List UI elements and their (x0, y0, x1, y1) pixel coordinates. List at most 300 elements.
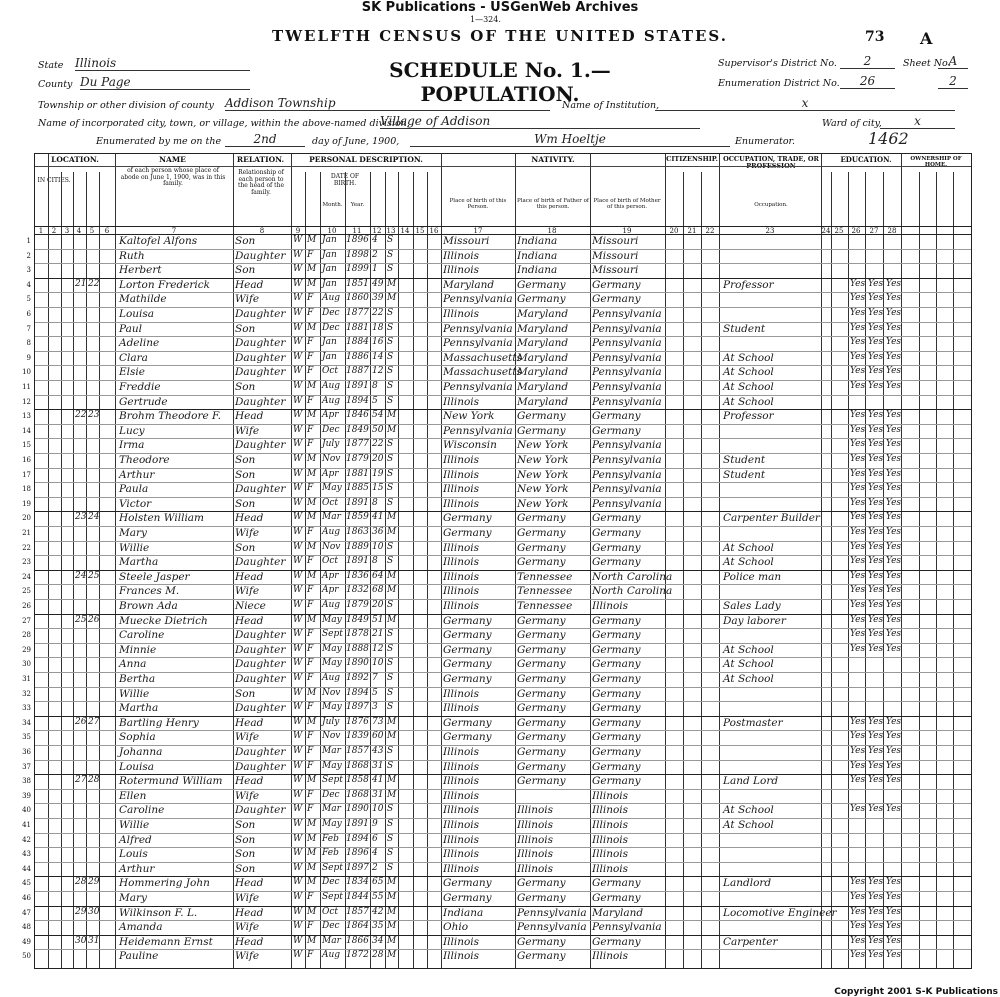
cell-mon: May (322, 760, 342, 771)
cell-fbp: Maryland (517, 351, 569, 364)
column-number: 4 (76, 227, 82, 235)
cell-fbp: Illinois (517, 804, 554, 817)
cell-name: Steele Jasper (119, 570, 190, 583)
page-letter: A (920, 29, 933, 48)
cell-mbp: Germany (592, 935, 641, 948)
cell-age: 35 (372, 921, 384, 932)
cell-occ: Day laborer (723, 614, 786, 627)
cell-mbp: Illinois (592, 862, 629, 875)
column-divider (590, 154, 591, 968)
cell-ms: S (387, 497, 394, 508)
cell-age: 6 (372, 833, 378, 844)
cell-age: 51 (372, 614, 384, 625)
cell-edu: Yes Yes Yes (850, 439, 902, 450)
cell-race: W (293, 746, 303, 756)
cell-race: W (293, 483, 303, 494)
cell-fbp: New York (517, 468, 569, 481)
cell-fbp: Maryland (517, 366, 569, 379)
cell-ms: S (387, 249, 394, 260)
cell-rel: Daughter (235, 629, 286, 642)
cell-name: Theodore (119, 454, 170, 466)
cell-ms: M (387, 278, 397, 289)
cell-age: 31 (372, 760, 384, 771)
cell-edu: Yes Yes Yes (850, 381, 902, 391)
cell-ms: S (387, 760, 394, 771)
cell-bp: Illinois (443, 687, 480, 700)
cell-sex: F (307, 600, 314, 610)
cell-fbp: Indiana (517, 264, 558, 277)
cell-mon: May (322, 483, 342, 494)
cell-fbp: Germany (517, 687, 566, 700)
cell-sex: F (307, 921, 314, 932)
cell-mon: Aug (322, 381, 341, 391)
cell-fbp: Germany (517, 541, 566, 554)
cell-edu: Yes Yes Yes (850, 337, 902, 348)
column-number: 27 (869, 227, 879, 235)
cell-occ: At School (723, 351, 774, 364)
cell-ms: M (387, 950, 397, 961)
cell-edu: Yes Yes Yes (850, 731, 902, 742)
cell-age: 18 (372, 322, 384, 333)
cell-bp: Illinois (443, 746, 480, 758)
cell-ms: S (387, 629, 394, 640)
cell-name: Heidemann Ernst (119, 935, 213, 948)
column-divider (48, 154, 49, 968)
cell-name: Willie (119, 687, 150, 700)
cell-age: 15 (372, 483, 384, 494)
cell-edu: Yes Yes Yes (850, 322, 902, 333)
cell-edu: Yes Yes Yes (850, 775, 902, 786)
cell-race: W (293, 921, 303, 932)
cell-ms: M (387, 877, 397, 888)
cell-age: 8 (372, 497, 378, 508)
cell-rel: Daughter (235, 395, 286, 408)
cell-fbp: New York (517, 439, 569, 452)
cell-yr: 1890 (346, 658, 369, 669)
cell-mbp: Pennsylvania (592, 483, 662, 496)
cell-name: Martha (119, 702, 159, 715)
cell-mbp: Germany (592, 424, 641, 437)
cell-mon: July (322, 439, 340, 450)
cell-race: W (293, 935, 303, 946)
cell-mon: Nov (322, 454, 341, 464)
pob-mother-header: Place of birth of Mother of this person. (593, 198, 661, 211)
cell-race: W (293, 775, 303, 786)
cell-yr: 1849 (346, 614, 369, 625)
row-number: 22 (22, 543, 31, 552)
cell-dw: 25 (75, 614, 87, 625)
enumeration-sheet-value: 2 (938, 74, 968, 89)
cell-bp: Missouri (443, 235, 490, 247)
row-number: 34 (22, 718, 31, 727)
cell-ms: S (387, 468, 394, 479)
cell-rel: Son (235, 468, 256, 481)
cell-edu: Yes Yes Yes (850, 804, 902, 815)
cell-age: 73 (372, 716, 384, 727)
cell-mon: May (322, 614, 342, 625)
row-number: 17 (22, 470, 31, 479)
cell-age: 34 (372, 935, 384, 946)
cell-age: 9 (372, 819, 378, 829)
cell-bp: Germany (443, 673, 492, 685)
cell-bp: Illinois (443, 950, 480, 963)
cell-race: W (293, 848, 303, 859)
cell-bp: Massachusetts (443, 366, 522, 379)
cell-dw: 21 (75, 278, 87, 289)
cell-rel: Son (235, 541, 256, 554)
cell-yr: 1886 (346, 351, 369, 362)
cell-age: 7 (372, 673, 378, 683)
row-number: 50 (22, 952, 31, 961)
cell-name: Louis (119, 848, 148, 861)
column-number: 15 (415, 227, 425, 235)
cell-edu: Yes Yes Yes (850, 483, 902, 494)
cell-yr: 1857 (346, 746, 369, 756)
pob-person-header: Place of birth of this Person. (449, 198, 507, 211)
cell-fam: 22 (88, 278, 100, 289)
cell-edu: Yes Yes Yes (850, 424, 902, 435)
cell-bp: Indiana (443, 906, 484, 919)
cell-race: W (293, 702, 303, 713)
cell-age: 5 (372, 395, 378, 406)
cell-age: 10 (372, 804, 384, 815)
cell-race: W (293, 687, 303, 698)
cell-race: W (293, 556, 303, 567)
cell-mon: Apr (322, 585, 339, 596)
cell-ms: M (387, 527, 397, 537)
cell-rel: Head (235, 775, 264, 788)
cell-ms: S (387, 454, 394, 464)
cell-fbp: New York (517, 483, 569, 496)
cell-name: Martha (119, 556, 159, 569)
row-number: 7 (26, 324, 31, 333)
cell-fbp: Germany (517, 527, 566, 539)
cell-age: 12 (372, 366, 384, 377)
cell-yr: 1866 (346, 935, 369, 946)
row-number: 1 (26, 237, 31, 245)
cell-race: W (293, 877, 303, 888)
cell-mon: May (322, 658, 342, 669)
cell-fam: 26 (88, 614, 100, 625)
cell-dw: 23 (75, 512, 87, 523)
cell-rel: Head (235, 278, 264, 291)
cell-ms: M (387, 935, 397, 946)
cell-sex: M (307, 322, 317, 333)
sheet-value: A (938, 54, 968, 69)
enumeration-value: 26 (840, 74, 895, 89)
cell-race: W (293, 570, 303, 581)
row-number: 26 (22, 602, 31, 610)
row-number: 25 (22, 587, 31, 596)
nativity-header: NATIVITY. (531, 155, 575, 164)
cell-mon: Mar (322, 512, 341, 523)
cell-race: W (293, 673, 303, 683)
cell-age: 22 (372, 439, 384, 450)
cell-sex: M (307, 468, 317, 479)
row-number: 45 (22, 879, 31, 888)
enumerated-prefix: Enumerated by me on the (96, 136, 222, 147)
institution-value: x (655, 96, 955, 111)
cell-rel: Daughter (235, 658, 286, 671)
cell-name: Herbert (119, 264, 162, 277)
cell-bp: Pennsylvania (443, 293, 513, 306)
cell-yr: 1891 (346, 556, 369, 567)
cell-occ: Carpenter (723, 935, 778, 948)
column-divider (441, 154, 442, 968)
cell-dw: 27 (75, 775, 87, 786)
cell-age: 28 (372, 950, 384, 961)
cell-mon: Dec (322, 921, 340, 932)
cell-race: W (293, 424, 303, 435)
cell-race: W (293, 862, 303, 873)
column-divider (233, 154, 234, 968)
cell-name: Mathilde (119, 293, 167, 306)
cell-name: Louisa (119, 308, 155, 320)
cell-yr: 1860 (346, 293, 369, 304)
cell-mon: Apr (322, 570, 339, 581)
column-number: 19 (622, 227, 632, 235)
cell-bp: Germany (443, 716, 492, 729)
cell-name: Rotermund William (119, 775, 223, 788)
cell-sex: F (307, 673, 314, 683)
cell-bp: Illinois (443, 862, 480, 875)
cell-ms: M (387, 410, 397, 421)
cell-race: W (293, 278, 303, 289)
cell-bp: Germany (443, 658, 492, 671)
cell-name: Paula (119, 483, 149, 496)
cell-name: Caroline (119, 629, 165, 642)
cell-yr: 1879 (346, 454, 369, 464)
cell-fam: 31 (88, 935, 100, 946)
cell-mon: May (322, 702, 342, 713)
cell-mon: Dec (322, 877, 340, 888)
cell-bp: Pennsylvania (443, 424, 513, 437)
row-number: 31 (22, 675, 31, 683)
cell-occ: At School (723, 819, 774, 831)
cell-sex: F (307, 658, 314, 669)
cell-race: W (293, 381, 303, 391)
cell-name: Willie (119, 541, 150, 554)
cell-yr: 1894 (346, 833, 369, 844)
cell-occ: Landlord (723, 877, 772, 890)
cell-ms: S (387, 804, 394, 815)
cell-sex: M (307, 381, 317, 391)
cell-rel: Wife (235, 585, 260, 598)
cell-bp: Illinois (443, 760, 480, 773)
row-number: 35 (22, 733, 31, 742)
cell-fbp: Maryland (517, 337, 569, 350)
cell-yr: 1846 (346, 410, 369, 421)
cell-fbp: Pennsylvania (517, 921, 587, 934)
cell-yr: 1885 (346, 483, 369, 494)
cell-yr: 1834 (346, 877, 369, 888)
cell-mbp: Missouri (592, 235, 639, 247)
column-number: 21 (687, 227, 697, 235)
cell-mon: Sept (322, 892, 343, 902)
cell-mbp: North Carolina (592, 570, 673, 583)
cell-ms: S (387, 439, 394, 450)
cell-bp: Illinois (443, 848, 480, 861)
cell-name: Wilkinson F. L. (119, 906, 198, 919)
cell-mon: Apr (322, 410, 339, 421)
cell-ms: S (387, 848, 394, 859)
cell-edu: Yes Yes Yes (850, 585, 902, 596)
cell-sex: F (307, 702, 314, 713)
row-number: 20 (22, 514, 31, 523)
cell-edu: Yes Yes Yes (850, 366, 902, 377)
cell-yr: 1868 (346, 789, 369, 800)
cell-ms: M (387, 892, 397, 902)
cell-mon: Dec (322, 789, 340, 800)
cell-rel: Daughter (235, 483, 286, 496)
cell-sex: M (307, 862, 317, 873)
cell-name: Amanda (119, 921, 163, 934)
cell-sex: M (307, 935, 317, 946)
cell-age: 50 (372, 424, 384, 435)
cell-fbp: Germany (517, 892, 566, 904)
cell-ms: M (387, 614, 397, 625)
cell-yr: 1897 (346, 702, 369, 713)
cell-sex: M (307, 614, 317, 625)
sheet-label: Sheet No. (903, 58, 951, 69)
year-header: Year. (350, 202, 365, 208)
cell-sex: F (307, 439, 314, 450)
cell-bp: Germany (443, 731, 492, 744)
row-number: 13 (22, 412, 31, 421)
row-number: 44 (22, 864, 31, 873)
cell-race: W (293, 643, 303, 654)
cell-dw: 22 (75, 410, 87, 421)
cell-fbp: Germany (517, 731, 566, 744)
column-number: 22 (705, 227, 715, 235)
cell-age: 31 (372, 789, 384, 800)
cell-mbp: Pennsylvania (592, 439, 662, 452)
cell-ms: S (387, 702, 394, 713)
cell-age: 4 (372, 235, 378, 245)
cell-name: Freddie (119, 381, 161, 393)
cell-bp: Wisconsin (443, 439, 497, 452)
cell-mon: Nov (322, 731, 341, 742)
cell-race: W (293, 731, 303, 742)
cell-mon: July (322, 716, 340, 727)
cell-name: Alfred (119, 833, 152, 846)
cell-edu: Yes Yes Yes (850, 950, 902, 961)
cell-mbp: Pennsylvania (592, 366, 662, 379)
cell-ms: M (387, 731, 397, 742)
cell-sex: F (307, 556, 314, 567)
cell-occ: At School (723, 541, 774, 554)
header-rule (35, 166, 971, 167)
cell-age: 10 (372, 658, 384, 669)
cell-race: W (293, 600, 303, 610)
cell-bp: Germany (443, 527, 492, 539)
cell-mon: Aug (322, 950, 341, 961)
cell-edu: Yes Yes Yes (850, 468, 902, 479)
cell-fbp: Germany (517, 512, 566, 525)
cell-ms: M (387, 716, 397, 727)
cell-ms: M (387, 906, 397, 917)
county-label: County (38, 79, 73, 90)
row-number: 11 (22, 383, 31, 391)
cell-occ: Land Lord (723, 775, 779, 788)
cell-age: 21 (372, 629, 384, 640)
cell-age: 49 (372, 278, 384, 289)
cell-mon: Sept (322, 775, 343, 786)
cell-fam: 25 (88, 570, 100, 581)
cell-name: Kaltofel Alfons (119, 235, 198, 247)
cell-bp: Illinois (443, 600, 480, 612)
column-number: 25 (834, 227, 844, 235)
row-number: 30 (22, 660, 31, 669)
cell-mon: Apr (322, 468, 339, 479)
cell-ms: S (387, 862, 394, 873)
ward-value: x (880, 114, 955, 129)
cell-mon: Jan (322, 264, 337, 275)
cell-name: Arthur (119, 468, 155, 481)
row-number: 6 (26, 310, 31, 318)
cell-ms: S (387, 322, 394, 333)
cell-race: W (293, 454, 303, 464)
cell-fam: 23 (88, 410, 100, 421)
cell-name: Bertha (119, 673, 156, 685)
cell-mon: Aug (322, 395, 341, 406)
column-number: 7 (171, 227, 177, 235)
cell-sex: F (307, 804, 314, 815)
cell-rel: Son (235, 819, 256, 831)
cell-age: 5 (372, 687, 378, 698)
cell-fbp: Germany (517, 760, 566, 773)
cell-rel: Head (235, 906, 264, 919)
cell-race: W (293, 410, 303, 421)
cell-mon: Dec (322, 308, 340, 318)
cell-mbp: Germany (592, 775, 641, 788)
relation-subheader: Relationship of each person to the head of the family. (237, 169, 285, 196)
cell-fbp: Germany (517, 629, 566, 642)
cell-mbp: Germany (592, 731, 641, 744)
cell-fbp: Germany (517, 716, 566, 729)
cell-age: 10 (372, 541, 384, 552)
cell-rel: Wife (235, 950, 260, 963)
cell-age: 54 (372, 410, 384, 421)
page-number: 73 (865, 29, 885, 45)
cell-sex: M (307, 877, 317, 888)
column-number: 18 (547, 227, 557, 235)
cell-occ: Student (723, 454, 766, 466)
row-number: 33 (22, 704, 31, 713)
row-number: 28 (22, 631, 31, 640)
cell-age: 20 (372, 600, 384, 610)
cell-fam: 27 (88, 716, 100, 727)
cell-occ: At School (723, 643, 774, 656)
cell-fbp: Maryland (517, 308, 569, 320)
cell-mbp: Germany (592, 643, 641, 656)
cell-rel: Daughter (235, 439, 286, 452)
column-number: 20 (669, 227, 679, 235)
cell-age: 39 (372, 293, 384, 304)
incorporated-label: Name of incorporated city, town, or village, within the above-named division, (38, 118, 410, 129)
cell-mbp: Pennsylvania (592, 454, 662, 466)
cell-fbp: Tennessee (517, 585, 573, 598)
cell-occ: At School (723, 395, 774, 408)
cell-sex: M (307, 570, 317, 581)
cell-bp: Illinois (443, 570, 480, 583)
cell-ms: S (387, 746, 394, 756)
cell-fbp: Germany (517, 746, 566, 758)
cell-fbp: Germany (517, 556, 566, 569)
cell-race: W (293, 819, 303, 829)
enumerated-mid: day of June, 1900, (312, 136, 400, 147)
cell-mbp: Germany (592, 673, 641, 685)
